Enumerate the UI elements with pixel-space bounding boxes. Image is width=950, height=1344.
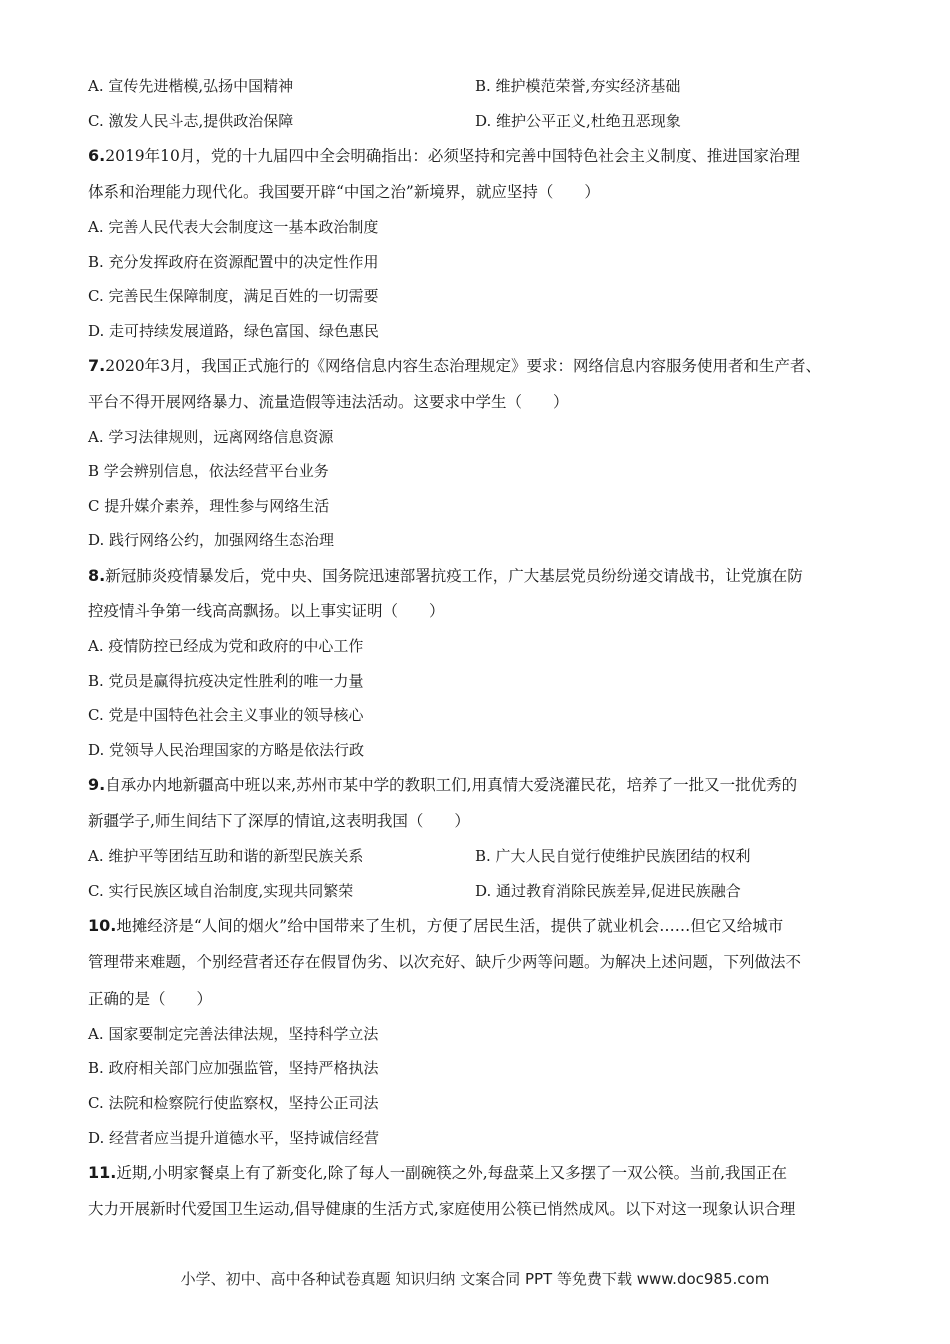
question-10-number: 10. — [88, 916, 117, 935]
question-11-stem-line-2: 大力开展新时代爱国卫生运动,倡导健康的生活方式,家庭使用公筷已悄然成风。以下对这一现象认识合理 — [88, 1200, 796, 1218]
question-9-stem-line-1: 自承办内地新疆高中班以来,苏州市某中学的教职工们,用真情大爱浇灌民花，培养了一批又一批优秀的 — [105, 776, 798, 794]
question-7-option-a: A. 学习法律规则，远离网络信息资源 — [88, 428, 334, 446]
question-9-option-a: A. 维护平等团结互助和谐的新型民族关系 — [88, 847, 364, 865]
question-10-stem-line-1: 地摊经济是“人间的烟火”给中国带来了生机，方便了居民生活，提供了就业机会……但它又给城市 — [116, 917, 784, 935]
question-9-number: 9. — [88, 775, 106, 794]
question-10-option-d: D. 经营者应当提升道德水平，坚持诚信经营 — [88, 1129, 380, 1147]
question-9-option-c: C. 实行民族区域自治制度,实现共同繁荣 — [88, 882, 354, 900]
question-10-option-b: B. 政府相关部门应加强监管，坚持严格执法 — [88, 1059, 379, 1077]
question-6-option-b: B. 充分发挥政府在资源配置中的决定性作用 — [88, 253, 379, 271]
question-7-option-d: D. 践行网络公约，加强网络生态治理 — [88, 531, 335, 549]
question-8-stem-line-1: 新冠肺炎疫情暴发后，党中央、国务院迅速部署抗疫工作，广大基层党员纷纷递交请战书，让党旗在防 — [105, 567, 803, 585]
question-8-option-a: A. 疫情防控已经成为党和政府的中心工作 — [88, 637, 364, 655]
question-9-option-b: B. 广大人民自觉行使维护民族团结的权利 — [475, 847, 751, 865]
prev-option-d: D. 维护公平正义,杜绝丑恶现象 — [475, 112, 681, 130]
question-7-stem-line-1: 2020年3月，我国正式施行的《网络信息内容生态治理规定》要求：网络信息内容服务使用者和生产者、 — [105, 357, 822, 375]
question-8-option-b: B. 党员是赢得抗疫决定性胜利的唯一力量 — [88, 672, 364, 690]
question-8-number: 8. — [88, 566, 106, 585]
question-7-number: 7. — [88, 356, 106, 375]
question-6-stem-line-2: 体系和治理能力现代化。我国要开辟“中国之治”新境界，就应坚持（ ） — [88, 183, 600, 201]
question-10-stem — [88, 916, 783, 936]
prev-option-a: A. 宣传先进楷模,弘扬中国精神 — [88, 77, 294, 95]
question-7-option-b: B 学会辨别信息，依法经营平台业务 — [88, 462, 329, 480]
question-6-stem — [88, 146, 800, 166]
page-footer: 小学、初中、高中各种试卷真题 知识归纳 文案合同 PPT 等免费下载 www.doc985.com — [180, 1270, 770, 1288]
question-9-stem — [88, 775, 797, 795]
question-8-option-d: D. 党领导人民治理国家的方略是依法行政 — [88, 741, 365, 759]
question-10-stem-line-3: 正确的是（ ） — [88, 990, 213, 1008]
question-9-option-d: D. 通过教育消除民族差异,促进民族融合 — [475, 882, 741, 900]
question-11-number: 11. — [88, 1163, 117, 1182]
question-10-stem-line-2: 管理带来难题，个别经营者还存在假冒伪劣、以次充好、缺斤少两等问题。为解决上述问题，下列做法不 — [88, 953, 802, 971]
question-10-option-c: C. 法院和检察院行使监察权，坚持公正司法 — [88, 1094, 379, 1112]
question-6-stem-line-1: 2019年10月，党的十九届四中全会明确指出：必须坚持和完善中国特色社会主义制度、推进国家治理 — [105, 147, 800, 165]
question-6-number: 6. — [88, 146, 106, 165]
question-6-option-a: A. 完善人民代表大会制度这一基本政治制度 — [88, 218, 379, 236]
question-8-stem — [88, 566, 803, 586]
question-7-stem — [88, 356, 821, 376]
question-10-option-a: A. 国家要制定完善法律法规，坚持科学立法 — [88, 1025, 379, 1043]
question-7-option-c: C 提升媒介素养，理性参与网络生活 — [88, 497, 330, 515]
question-9-stem-line-2: 新疆学子,师生间结下了深厚的情谊,这表明我国（ ） — [88, 812, 470, 830]
question-6-option-d: D. 走可持续发展道路，绿色富国、绿色惠民 — [88, 322, 380, 340]
question-8-option-c: C. 党是中国特色社会主义事业的领导核心 — [88, 706, 364, 724]
question-11-stem-line-1: 近期,小明家餐桌上有了新变化,除了每人一副碗筷之外,每盘菜上又多摆了一双公筷。当前,我国正在 — [116, 1164, 788, 1182]
question-11-stem — [88, 1163, 787, 1183]
question-7-stem-line-2: 平台不得开展网络暴力、流量造假等违法活动。这要求中学生（ ） — [88, 393, 569, 411]
question-8-stem-line-2: 控疫情斗争第一线高高飘扬。以上事实证明（ ） — [88, 602, 445, 620]
prev-option-c: C. 激发人民斗志,提供政治保障 — [88, 112, 294, 130]
question-6-option-c: C. 完善民生保障制度，满足百姓的一切需要 — [88, 287, 379, 305]
prev-option-b: B. 维护模范荣誉,夯实经济基础 — [475, 77, 681, 95]
